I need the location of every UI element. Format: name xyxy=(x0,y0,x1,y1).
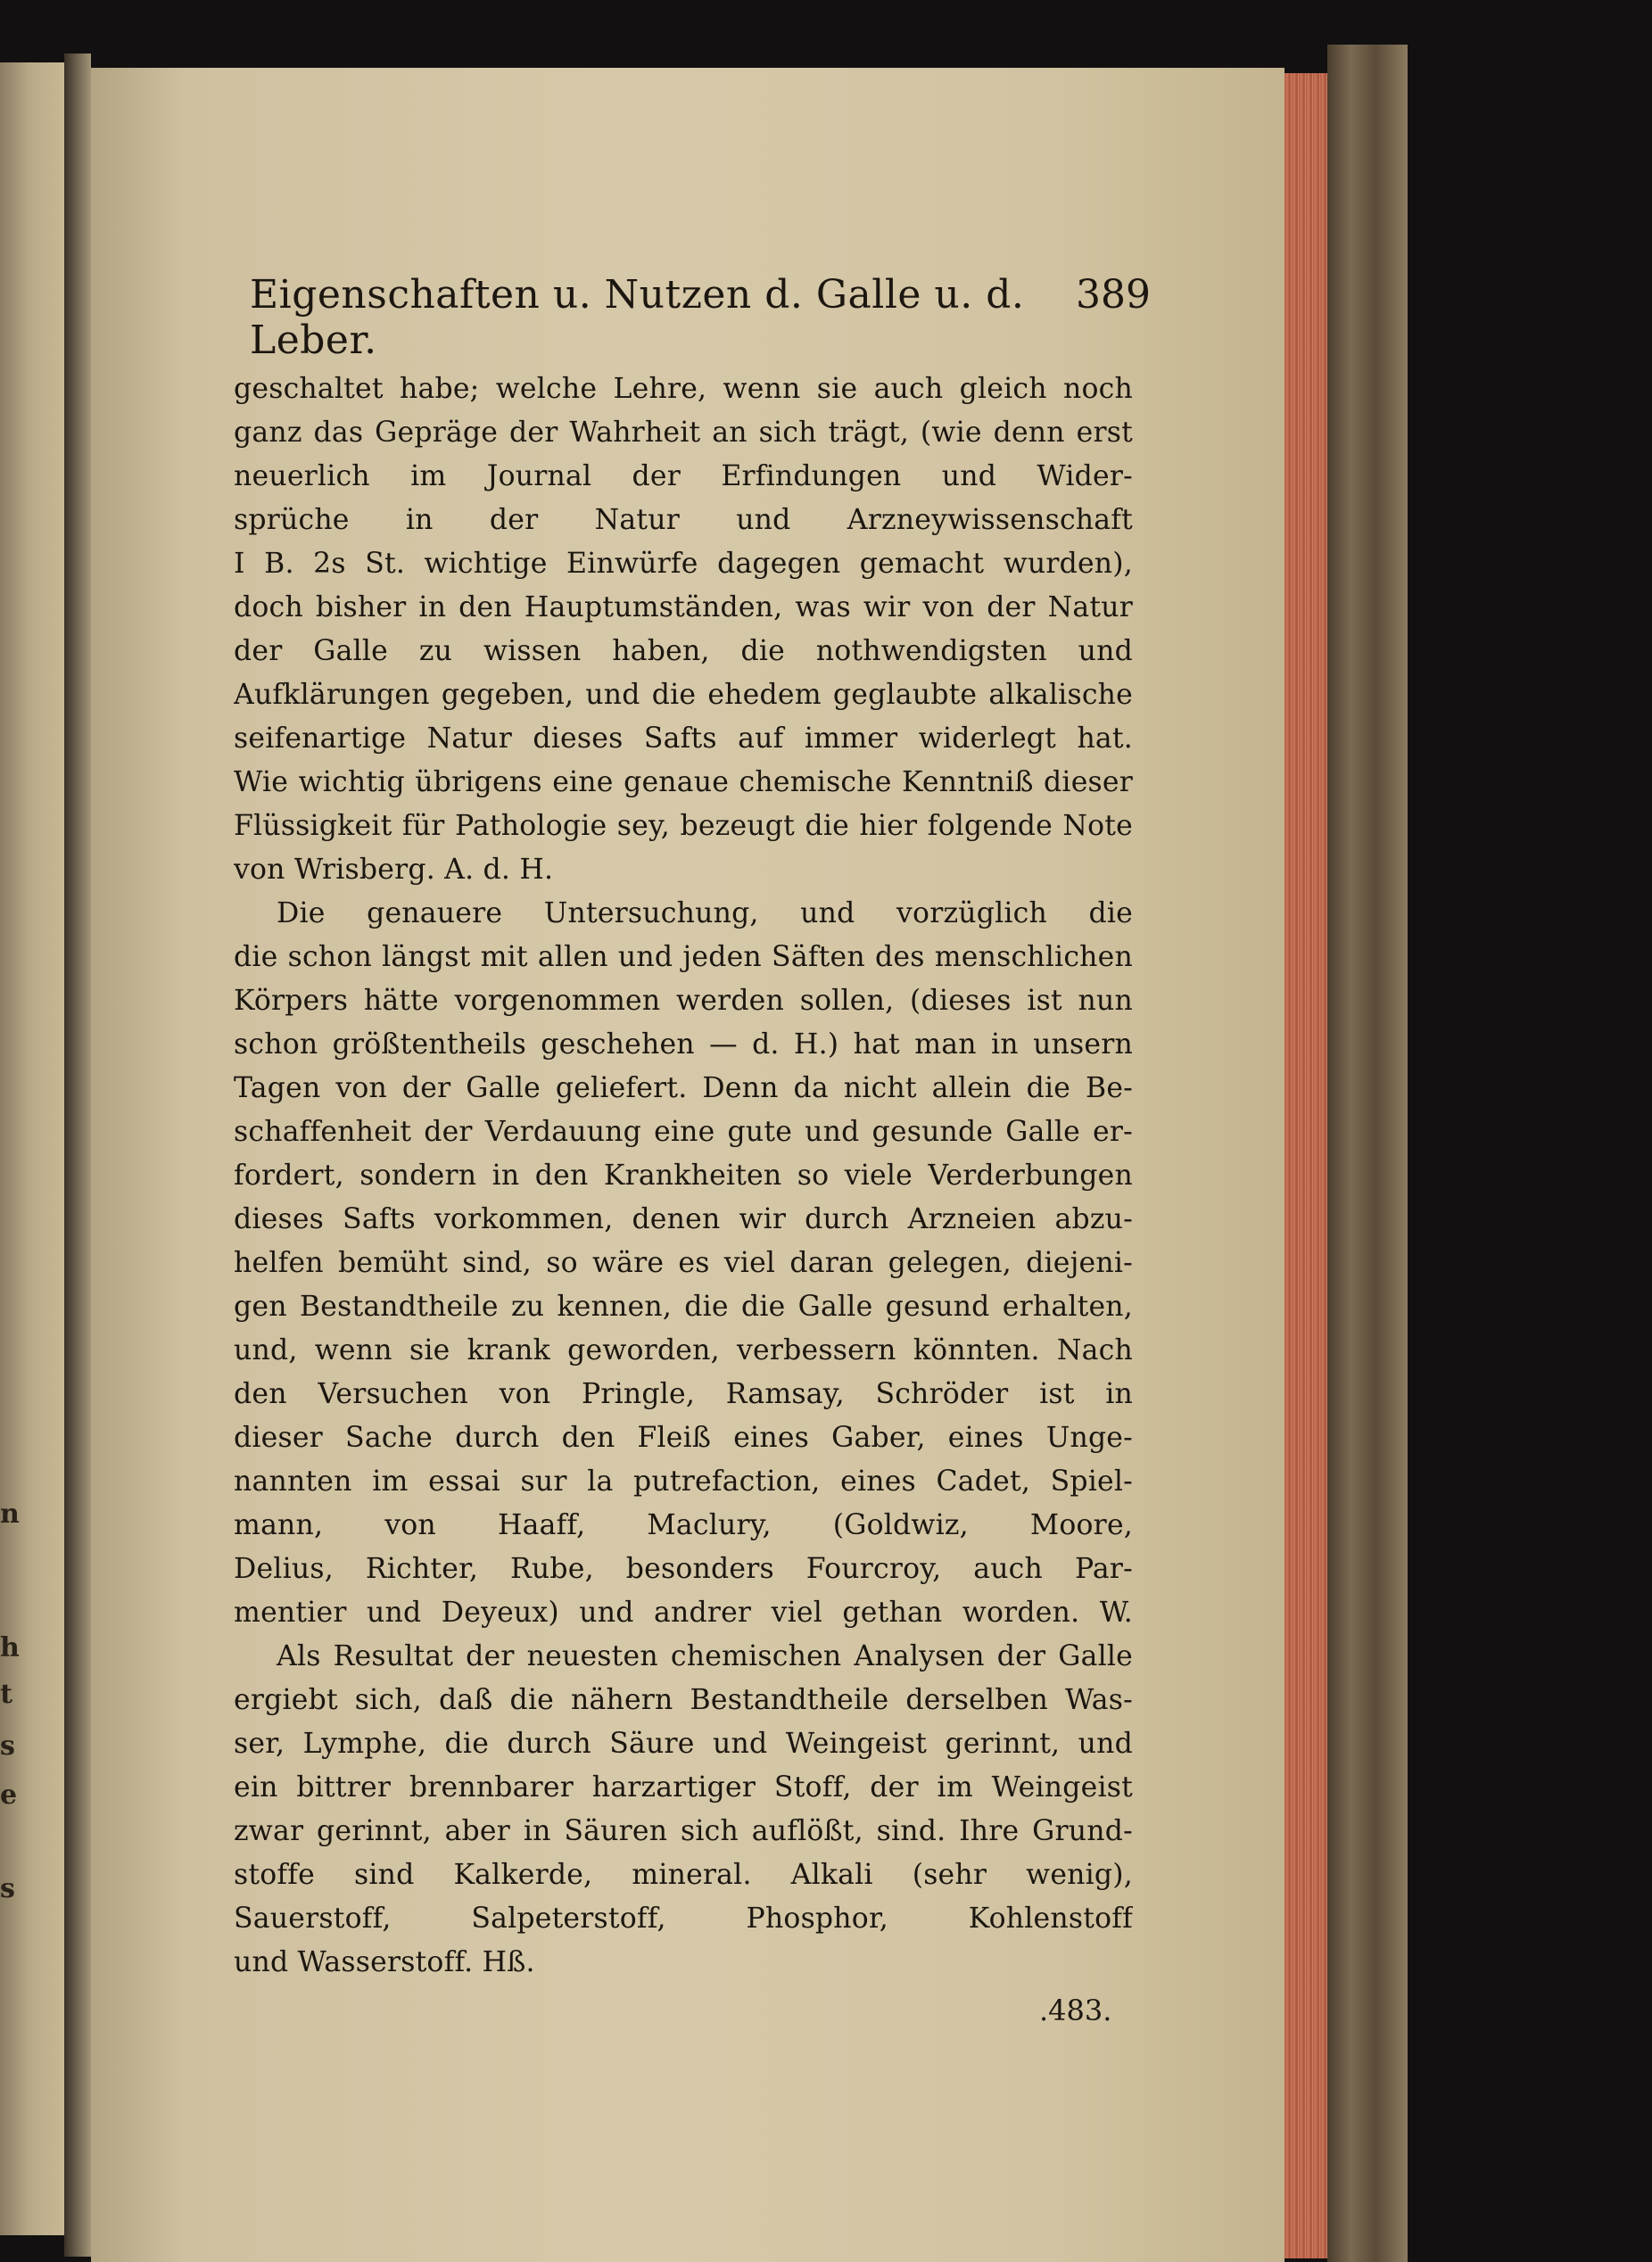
text-line: neuerlich im Journal der Erfindungen und Wider- xyxy=(234,460,1133,492)
text-line: dieser Sache durch den Fleiß eines Gaber, eines Unge- xyxy=(234,1422,1133,1454)
text-line: mentier und Deyeux) und andrer viel gethan worden. W. xyxy=(234,1597,1133,1629)
paragraph-3 xyxy=(234,1635,1133,1985)
text-line: mann, von Haaff, Maclury, (Goldwiz, Moore, xyxy=(234,1509,1133,1541)
text-line: stoffe sind Kalkerde, mineral. Alkali (sehr wenig), xyxy=(234,1859,1133,1891)
text-line: den Versuchen von Pringle, Ramsay, Schröder ist in xyxy=(234,1378,1133,1410)
text-line: schaffenheit der Verdauung eine gute und gesunde Galle er- xyxy=(234,1116,1133,1148)
left-page-fragment: e xyxy=(0,1779,18,1811)
text-line: ein bittrer brennbarer harzartiger Stoff, der im Weingeist xyxy=(234,1771,1133,1804)
text-line: und Wasserstoff. Hß. xyxy=(234,1946,535,1978)
running-head: Eigenschaften u. Nutzen d. Galle u. d. Leber. xyxy=(250,272,1025,363)
text-line: Wie wichtig übrigens eine genaue chemische Kenntniß dieser xyxy=(234,766,1133,798)
text-line: helfen bemüht sind, so wäre es viel daran gelegen, diejeni- xyxy=(234,1247,1133,1279)
text-line: ganz das Gepräge der Wahrheit an sich trägt, (wie denn erst xyxy=(234,417,1133,449)
text-line: gen Bestandtheile zu kennen, die die Galle gesund erhalten, xyxy=(234,1291,1133,1323)
text-line: Flüssigkeit für Pathologie sey, bezeugt die hier folgende Note xyxy=(234,810,1133,842)
text-line: zwar gerinnt, aber in Säuren sich auflößt, sind. Ihre Grund- xyxy=(234,1815,1133,1847)
text-line: sprüche in der Natur und Arzneywissenschaft xyxy=(234,504,1133,536)
paragraph-1 xyxy=(234,367,1133,892)
text-line: geschaltet habe; welche Lehre, wenn sie auch gleich noch xyxy=(234,373,1133,405)
text-line: der Galle zu wissen haben, die nothwendigsten und xyxy=(234,635,1133,667)
left-page-edge xyxy=(0,62,64,2235)
left-page-fragment: n xyxy=(0,1498,20,1530)
text-line: seifenartige Natur dieses Safts auf immer widerlegt hat. xyxy=(234,722,1133,755)
body-text xyxy=(234,367,1133,1985)
catchword: .483. xyxy=(1039,1994,1112,2027)
text-line: Delius, Richter, Rube, besonders Fourcroy, auch Par- xyxy=(234,1553,1133,1585)
text-line: Aufklärungen gegeben, und die ehedem geglaubte alkalische xyxy=(234,679,1133,711)
text-line: Sauerstoff, Salpeterstoff, Phosphor, Kohlenstoff xyxy=(234,1903,1133,1935)
paragraph-2 xyxy=(234,892,1133,1635)
book-gutter xyxy=(64,54,91,2257)
left-page-fragment: s xyxy=(0,1730,15,1762)
text-line: doch bisher in den Hauptumständen, was wir von der Natur xyxy=(234,591,1133,623)
left-page-fragment: t xyxy=(0,1679,12,1710)
text-line: dieses Safts vorkommen, denen wir durch Arzneien abzu- xyxy=(234,1203,1133,1235)
text-line: Körpers hätte vorgenommen werden sollen, (dieses ist nun xyxy=(234,985,1133,1017)
text-line: I B. 2s St. wichtige Einwürfe dagegen gemacht wurden), xyxy=(234,548,1133,580)
text-line: fordert, sondern in den Krankheiten so viele Verderbungen xyxy=(234,1160,1133,1192)
left-page-fragment: h xyxy=(0,1632,20,1663)
text-line: die schon längst mit allen und jeden Säften des menschlichen xyxy=(234,941,1133,973)
page-header xyxy=(250,272,1151,363)
text-line: Als Resultat der neuesten chemischen Analysen der Galle xyxy=(277,1640,1133,1672)
left-page-fragment: s xyxy=(0,1873,15,1904)
page-number: 389 xyxy=(1076,272,1151,318)
text-line: von Wrisberg. A. d. H. xyxy=(234,854,554,886)
text-line: ergiebt sich, daß die nähern Bestandtheile derselben Was- xyxy=(234,1684,1133,1716)
book-cover xyxy=(1327,45,1408,2262)
text-line: und, wenn sie krank geworden, verbessern könnten. Nach xyxy=(234,1334,1133,1366)
page-edges xyxy=(1284,73,1327,2258)
text-line: nannten im essai sur la putrefaction, eines Cadet, Spiel- xyxy=(234,1465,1133,1498)
text-line: ser, Lymphe, die durch Säure und Weingeist gerinnt, und xyxy=(234,1728,1133,1760)
text-line: Die genauere Untersuchung, und vorzüglich die xyxy=(277,897,1133,929)
text-line: Tagen von der Galle geliefert. Denn da nicht allein die Be- xyxy=(234,1072,1133,1104)
text-line: schon größtentheils geschehen — d. H.) hat man in unsern xyxy=(234,1028,1133,1061)
